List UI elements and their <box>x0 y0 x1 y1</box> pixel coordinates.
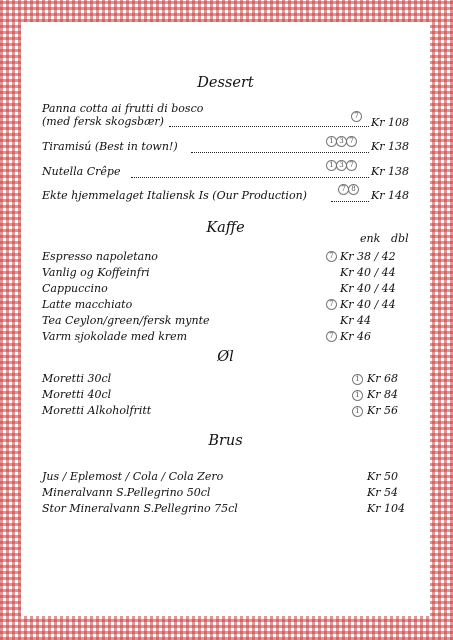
menu-page <box>21 22 430 616</box>
allergen-badge: 1 <box>352 406 363 417</box>
item-price: Kr 40 / 44 <box>340 266 396 279</box>
column-header-enk: enk <box>360 232 381 245</box>
item-name: (med fersk skogsbær) <box>42 115 164 128</box>
dessert-heading: Dessert <box>197 75 254 91</box>
menu-item: Latte macchiato <box>42 298 133 311</box>
allergen-badge: 7 <box>326 299 337 310</box>
allergen-badge: 1 <box>352 390 363 401</box>
allergen-badges <box>352 406 362 417</box>
allergen-badge: 7 <box>351 111 362 122</box>
allergen-badge: 7 <box>346 136 357 147</box>
allergen-badges <box>326 251 336 262</box>
kaffe-heading: Kaffe <box>206 220 245 236</box>
item-price: Kr 104 <box>367 502 405 515</box>
allergen-badges <box>352 390 362 401</box>
allergen-badge: 7 <box>326 251 337 262</box>
allergen-badges <box>351 111 361 122</box>
item-price: Kr 44 <box>340 314 371 327</box>
menu-item: Jus / Eplemost / Cola / Cola Zero <box>42 470 224 483</box>
allergen-badge: 1 <box>352 374 363 385</box>
allergen-badges <box>352 374 362 385</box>
menu-item-italiensk-is: Ekte hjemmelaget Italiensk Is (Our Production) <box>42 189 307 202</box>
menu-item-nutella-crepe: Nutella Crêpe <box>42 165 121 178</box>
item-price: Kr 138 <box>371 165 409 178</box>
allergen-badge: 7 <box>346 160 357 171</box>
item-price: Kr 54 <box>367 486 398 499</box>
item-price: Kr 84 <box>367 388 398 401</box>
allergen-badge: 3 <box>336 136 347 147</box>
menu-item: Vanlig og Koffeinfri <box>42 266 150 279</box>
dot-leader <box>131 177 369 178</box>
item-price: Kr 46 <box>340 330 371 343</box>
menu-item: Stor Mineralvann S.Pellegrino 75cl <box>42 502 238 515</box>
allergen-badges <box>326 136 356 147</box>
allergen-badge: 7 <box>326 331 337 342</box>
item-price: Kr 40 / 44 <box>340 282 396 295</box>
item-price: Kr 108 <box>371 116 409 129</box>
column-header-dbl: dbl <box>391 232 409 245</box>
ol-heading: Øl <box>217 349 234 365</box>
allergen-badges <box>338 184 358 195</box>
menu-item: Varm sjokolade med krem <box>42 330 188 343</box>
menu-item: Mineralvann S.Pellegrino 50cl <box>42 486 211 499</box>
item-price: Kr 38 / 42 <box>340 250 396 263</box>
menu-item-tiramisu: Tiramisú (Best in town!) <box>42 140 178 153</box>
item-name: Panna cotta ai frutti di bosco <box>42 102 204 115</box>
allergen-badges <box>326 160 356 171</box>
menu-item: Moretti 30cl <box>42 372 112 385</box>
item-price: Kr 68 <box>367 372 398 385</box>
allergen-badge: 1 <box>326 136 337 147</box>
item-price: Kr 138 <box>371 140 409 153</box>
allergen-badges <box>326 331 336 342</box>
allergen-badges <box>326 299 336 310</box>
dot-leader <box>331 201 369 202</box>
menu-item: Tea Ceylon/green/fersk mynte <box>42 314 210 327</box>
item-price: Kr 40 / 44 <box>340 298 396 311</box>
menu-item: Espresso napoletano <box>42 250 158 263</box>
allergen-badge: 1 <box>326 160 337 171</box>
item-price: Kr 50 <box>367 470 398 483</box>
item-price: Kr 148 <box>371 189 409 202</box>
menu-item: Cappuccino <box>42 282 108 295</box>
item-price: Kr 56 <box>367 404 398 417</box>
dot-leader <box>191 152 369 153</box>
allergen-badge: 3 <box>336 160 347 171</box>
allergen-badge: 8 <box>348 184 359 195</box>
menu-item: Moretti 40cl <box>42 388 112 401</box>
dot-leader <box>169 126 369 127</box>
allergen-badge: 7 <box>338 184 349 195</box>
menu-item: Moretti Alkoholfritt <box>42 404 152 417</box>
brus-heading: Brus <box>208 433 243 449</box>
menu-item-panna-cotta <box>42 102 203 128</box>
